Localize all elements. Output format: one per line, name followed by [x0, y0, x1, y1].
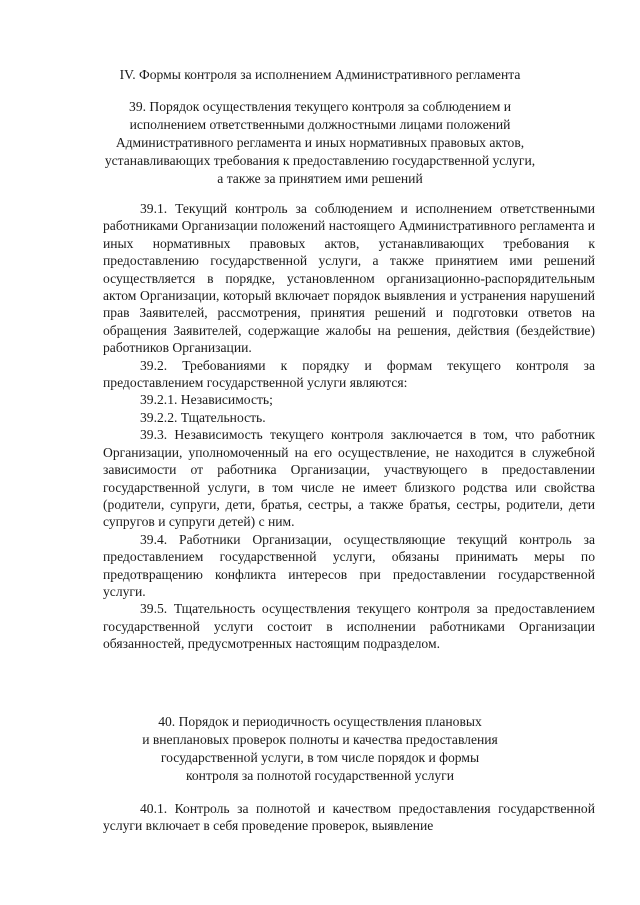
paragraph-39-2-2: 39.2.2. Тщательность. — [140, 409, 266, 425]
heading-40-line: контроля за полнотой государственной услуги — [185, 768, 455, 783]
heading-39-line: устанавливающих требования к предоставлению государственной услуги, — [104, 153, 536, 168]
paragraph-39-2-1: 39.2.1. Независимость; — [140, 392, 273, 408]
heading-40-line: государственной услуги, в том числе порядок и формы — [160, 750, 480, 765]
heading-40 — [40, 713, 600, 785]
heading-39-line: а также за принятием ими решений — [217, 171, 423, 186]
section-39-body — [103, 200, 595, 653]
paragraph-39-4: 39.4. Работники Организации, осуществляющие текущий контроль за предоставлением государственной услуги, обязаны принимать меры по предотвращению конфликта интересов при предоставлении государственной услуги. — [103, 531, 595, 599]
section-title: IV. Формы контроля за исполнением Административного регламента — [119, 67, 521, 82]
heading-40-line: 40. Порядок и периодичность осуществления плановых — [158, 714, 482, 729]
heading-39-line: исполнением ответственными должностными лицами положений — [129, 117, 511, 132]
heading-39-line: 39. Порядок осуществления текущего контроля за соблюдением и — [129, 99, 511, 114]
paragraph-40-1: 40.1. Контроль за полнотой и качеством предоставления государственной услуги включает в себя проведение проверок, выявление — [103, 801, 595, 834]
heading-40-line: и внеплановых проверок полноты и качества предоставления — [142, 732, 498, 747]
paragraph-39-2: 39.2. Требованиями к порядку и формам текущего контроля за предоставлением государственной услуги являются: — [103, 357, 595, 391]
heading-39 — [40, 98, 600, 188]
heading-39-line: Административного регламента и иных нормативных правовых актов, — [115, 135, 525, 150]
section-40-body — [103, 800, 595, 835]
paragraph-39-3: 39.3. Независимость текущего контроля заключается в том, что работник Организации, уполномоченный на его осуществление, не находится в служебной зависимости от работника Организации, участвующего в предоставлении государственной услуги, в том числе не имеет близкого родства или свойства (родители, супруги, дети, братья, сестры, а также братья, сестры, родители, дети супругов и супруги детей) с ним. — [103, 427, 595, 530]
paragraph-39-5: 39.5. Тщательность осуществления текущего контроля за предоставлением государственной услуги состоит в исполнении работниками Организации обязанностей, предусмотренных настоящим подразделом. — [103, 601, 595, 652]
paragraph-39-1: 39.1. Текущий контроль за соблюдением и исполнением ответственными работниками Организации положений настоящего Административного регламента и иных нормативных правовых актов, устанавливающих требования к предоставлению государственной услуги, а также принятием ими решений осуществляется в порядке, установленном организационно-распорядительным актом Организации, который включает порядок выявления и устранения нарушений прав Заявителей, рассмотрения, принятия решений и подготовки ответов на обращения Заявителей, содержащие жалобы на решения, действия (бездействие) работников Организации. — [103, 201, 595, 356]
